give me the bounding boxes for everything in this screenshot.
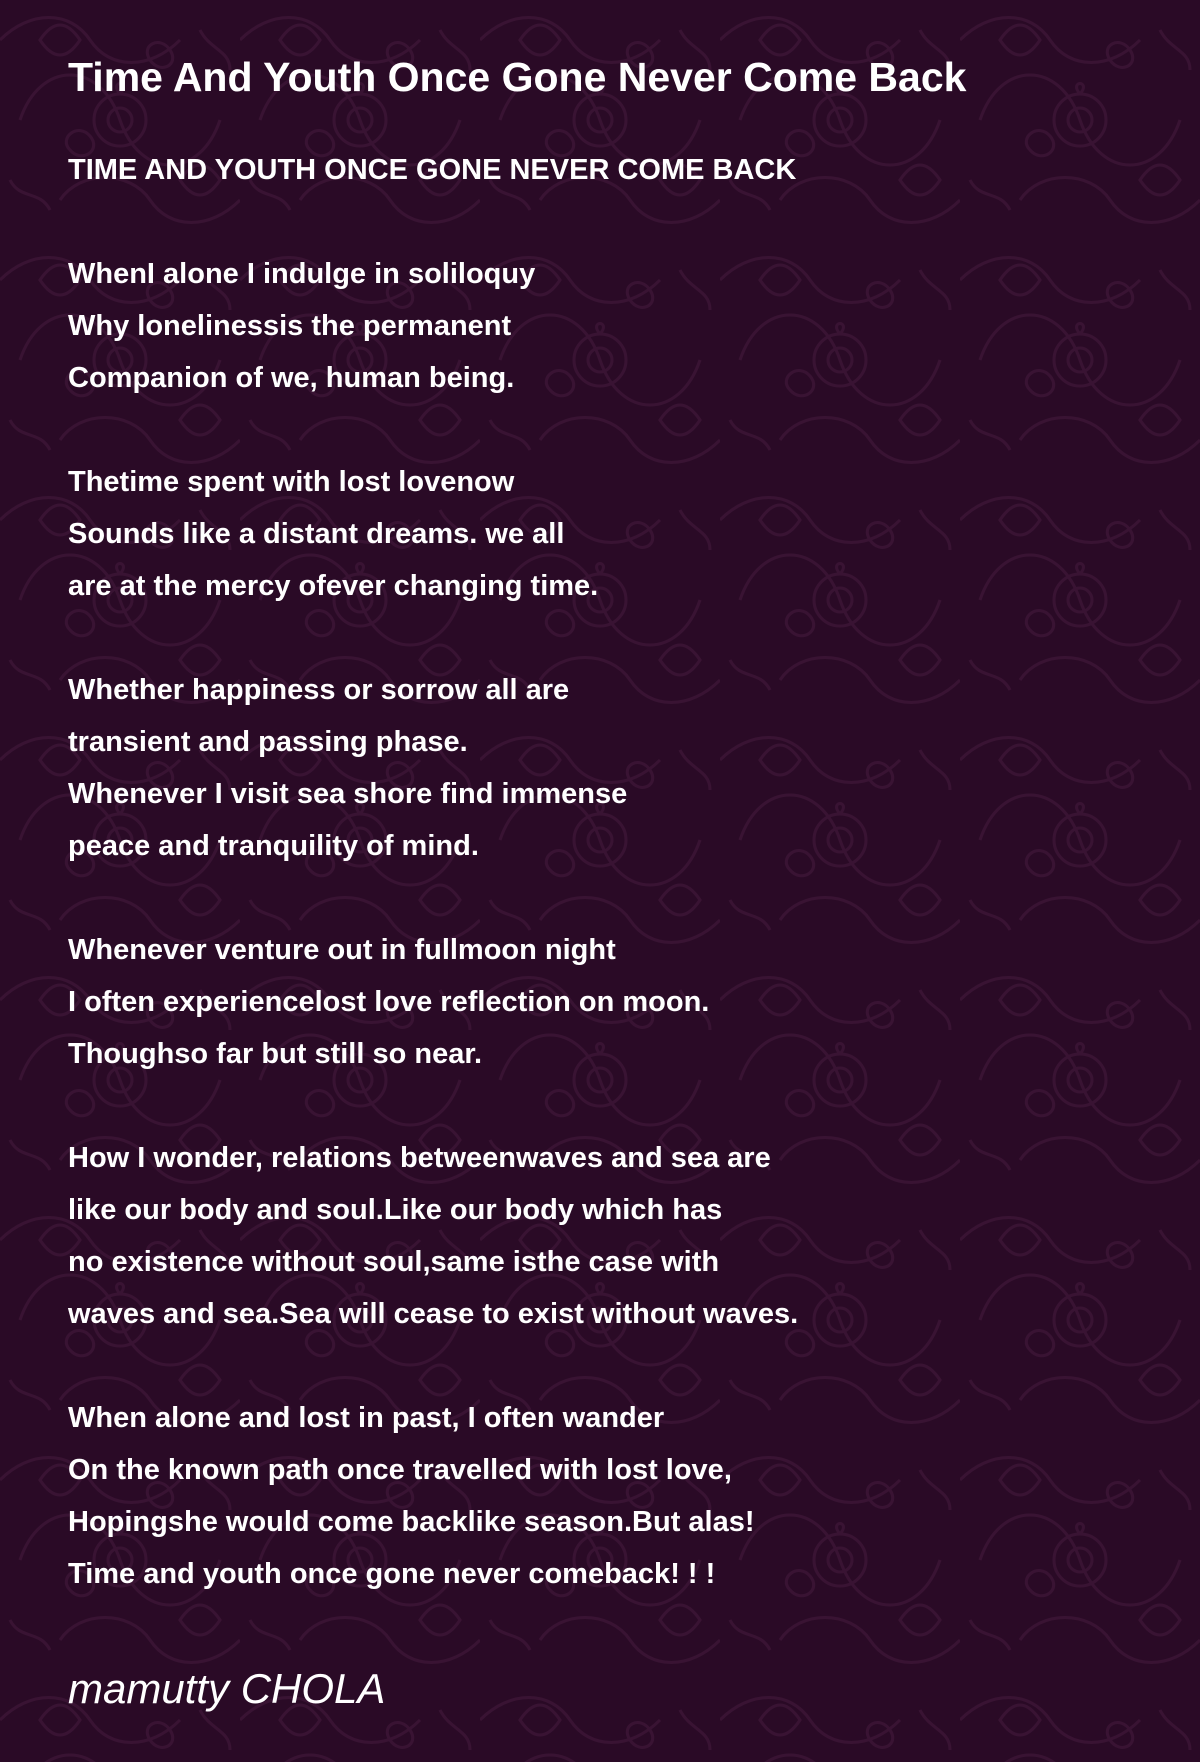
poem-line: are at the mercy ofever changing time. xyxy=(68,570,599,602)
poem-line: When alone and lost in past, I often wander xyxy=(68,1402,665,1434)
poem-line: waves and sea.Sea will cease to exist without waves. xyxy=(68,1298,799,1330)
poem-line: Companion of we, human being. xyxy=(68,362,515,394)
poem-line: Thoughso far but still so near. xyxy=(68,1038,483,1070)
poem-stanza xyxy=(68,924,1132,1080)
poem-line: like our body and soul.Like our body which has xyxy=(68,1194,723,1226)
poem-line: peace and tranquility of mind. xyxy=(68,830,479,862)
poem-author: mamutty CHOLA xyxy=(68,1665,386,1712)
poem-line: Thetime spent with lost lovenow xyxy=(68,466,515,498)
poem-line: Whenever venture out in fullmoon night xyxy=(68,934,616,966)
poem-line: Time and youth once gone never comeback! ! ! xyxy=(68,1558,716,1590)
poem-stanza xyxy=(68,1132,1132,1340)
poem-line: WhenI alone I indulge in soliloquy xyxy=(68,258,536,290)
poem-stanza xyxy=(68,1392,1132,1600)
poem-stanza xyxy=(68,248,1132,404)
poem-line: Sounds like a distant dreams. we all xyxy=(68,518,565,550)
poem-line: How I wonder, relations betweenwaves and sea are xyxy=(68,1142,771,1174)
poem-stanza xyxy=(68,456,1132,612)
poem-line: no existence without soul,same isthe case with xyxy=(68,1246,720,1278)
poem-line: Whenever I visit sea shore find immense xyxy=(68,778,628,810)
poem-line: On the known path once travelled with lost love, xyxy=(68,1454,732,1486)
poem-title: Time And Youth Once Gone Never Come Back xyxy=(68,54,967,100)
poem-line: Why lonelinessis the permanent xyxy=(68,310,512,342)
poem-line: transient and passing phase. xyxy=(68,726,468,758)
poem-heading: TIME AND YOUTH ONCE GONE NEVER COME BACK xyxy=(68,154,797,186)
poem-line: Hopingshe would come backlike season.But alas! xyxy=(68,1506,755,1538)
poem-line: Whether happiness or sorrow all are xyxy=(68,674,570,706)
poem-stanza xyxy=(68,664,1132,872)
poem-line: I often experiencelost love reflection on moon. xyxy=(68,986,710,1018)
poem-body xyxy=(68,248,1132,1600)
